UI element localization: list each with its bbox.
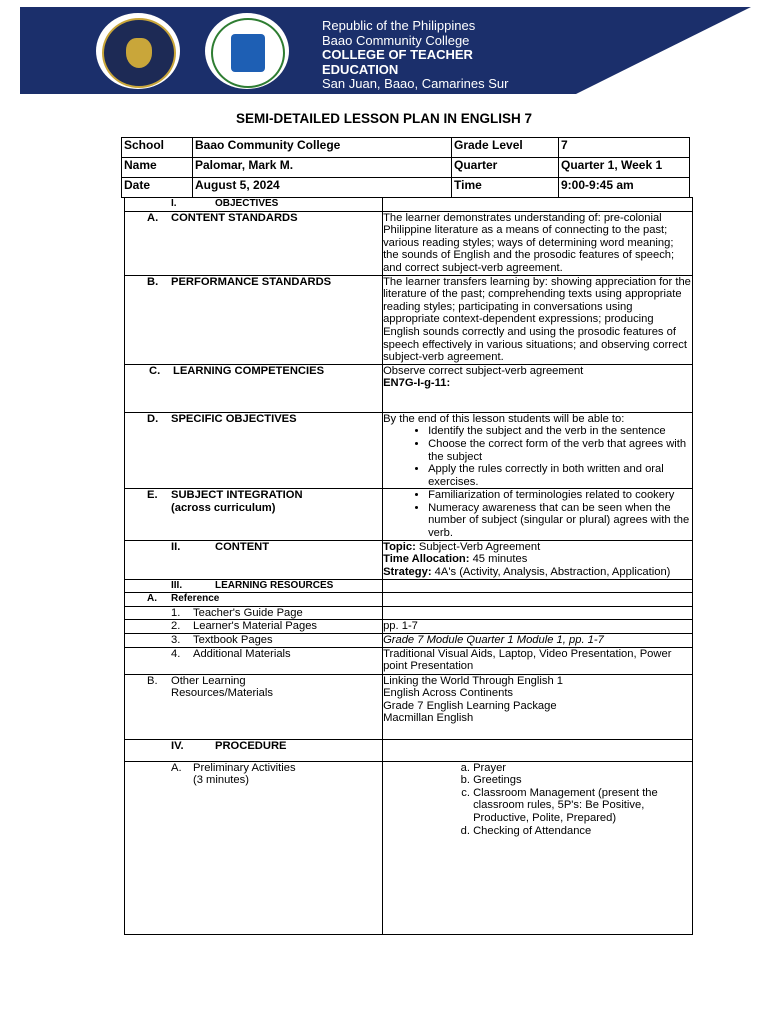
table-row (125, 412, 693, 489)
list-item: a. Prayer (473, 762, 692, 775)
section-heading: IV. PROCEDURE (125, 739, 383, 761)
table-row (125, 540, 693, 579)
section-heading: II. CONTENT (125, 540, 383, 579)
table-row (125, 674, 693, 739)
resource-item: Linking the World Through English 1 (383, 674, 564, 687)
row-label: C. LEARNING COMPETENCIES (125, 364, 383, 412)
section-row (125, 198, 693, 212)
list-item: c. Classroom Management (present the classroom rules, 5P's: Be Positive, Productive, Polite, Prepared) (473, 787, 692, 825)
table-row (125, 761, 693, 934)
college-seal-logo (96, 13, 180, 89)
row-label: A. CONTENT STANDARDS (125, 211, 383, 275)
section-row (125, 739, 693, 761)
resource-item: Grade 7 English Learning Package (383, 699, 557, 712)
competency-text: Observe correct subject-verb agreement (383, 364, 584, 377)
info-label: School (122, 138, 193, 158)
header-line-dept: COLLEGE OF TEACHER (322, 47, 473, 62)
row-content (383, 606, 693, 620)
row-content: Topic: Subject-Verb Agreement Time Allocation: 45 minutes Strategy: 4A's (Activity, Analysis, Abstraction, Application) (383, 540, 693, 579)
resource-item: Macmillan English (383, 712, 474, 725)
table-row (125, 489, 693, 540)
row-label: A. Preliminary Activities (3 minutes) (125, 761, 383, 934)
table-row (125, 211, 693, 275)
row-label: A. Reference (125, 593, 383, 607)
table-row (125, 275, 693, 364)
row-label: 3. Textbook Pages (125, 634, 383, 648)
info-row (122, 178, 690, 198)
list-item: • Familiarization of terminologies related to cookery (428, 489, 692, 502)
list-item: • Apply the rules correctly in both written and oral exercises. (428, 463, 692, 488)
list-item: • Numeracy awareness that can be seen when the number of subject (singular or plural) agrees with the verb. (428, 502, 692, 540)
row-content (383, 364, 693, 412)
table-row (125, 606, 693, 620)
row-content: Grade 7 Module Quarter 1 Module 1, pp. 1-7 (383, 634, 693, 648)
table-row (125, 364, 693, 412)
objectives-intro: By the end of this lesson students will be able to: (383, 412, 625, 425)
row-label: B. Other Learning Resources/Materials (125, 674, 383, 739)
section-row (125, 579, 693, 593)
row-content: Traditional Visual Aids, Laptop, Video Presentation, Power point Presentation (383, 647, 693, 674)
info-row (122, 138, 690, 158)
info-table (121, 137, 690, 198)
lesson-plan-table (124, 197, 693, 935)
row-label: 2. Learner's Material Pages (125, 620, 383, 634)
list-item: d. Checking of Attendance (473, 825, 692, 838)
row-content: The learner transfers learning by: showing appreciation for the literature of the past; comprehending texts using appropriate reading styles; participating in conversations using appropriate context-dependent expressions; producing English sounds correctly and using the prosodic features of speech effectively in various situations; and observing correct subject-verb agreement. (383, 275, 691, 364)
table-row (125, 593, 693, 607)
preliminary-list (383, 762, 692, 838)
info-row (122, 158, 690, 178)
header-line-address: San Juan, Baao, Camarines Sur (322, 76, 509, 91)
list-item: b. Greetings (473, 774, 692, 787)
page-title: SEMI-DETAILED LESSON PLAN IN ENGLISH 7 (235, 111, 533, 126)
info-value: Quarter 1, Week 1 (559, 158, 690, 178)
header-banner (20, 7, 751, 94)
row-label: 4. Additional Materials (125, 647, 383, 674)
section-heading: III. LEARNING RESOURCES (125, 579, 383, 593)
info-value: 9:00-9:45 am (559, 178, 690, 198)
table-row (125, 634, 693, 648)
row-label: D. SPECIFIC OBJECTIVES (125, 412, 383, 489)
row-content (383, 761, 693, 934)
info-label: Grade Level (452, 138, 559, 158)
header-line-dept2: EDUCATION (322, 61, 399, 77)
integration-list (383, 489, 692, 539)
row-content (383, 412, 693, 489)
row-content: pp. 1-7 (383, 620, 693, 634)
table-row (125, 620, 693, 634)
header-line-republic: Republic of the Philippines (322, 18, 476, 33)
objectives-list (383, 425, 692, 488)
college-of-education-logo (205, 13, 289, 89)
section-heading: I. OBJECTIVES (125, 198, 383, 212)
header-line-college: Baao Community College (322, 32, 470, 48)
resource-item: English Across Continents (383, 687, 514, 700)
info-value: 7 (559, 138, 690, 158)
competency-code: EN7G-I-g-11: (383, 377, 451, 390)
info-label: Name (122, 158, 193, 178)
list-item: • Choose the correct form of the verb that agrees with the subject (428, 438, 692, 463)
info-value: Palomar, Mark M. (193, 158, 452, 178)
info-label: Quarter (452, 158, 559, 178)
row-label: 1. Teacher's Guide Page (125, 606, 383, 620)
banner-slant (576, 7, 751, 94)
info-label: Time (452, 178, 559, 198)
info-label: Date (122, 178, 193, 198)
table-row (125, 647, 693, 674)
row-label: E. SUBJECT INTEGRATION (across curriculum) (125, 489, 383, 540)
info-value: August 5, 2024 (193, 178, 452, 198)
row-content: The learner demonstrates understanding of: pre-colonial Philippine literature as a means of connecting to the past; various reading styles; ways of determining word meaning; the sounds of English and the prosodic features of speech; and correct subject-verb agreement. (383, 211, 693, 275)
row-content (383, 674, 693, 739)
row-label: B. PERFORMANCE STANDARDS (125, 275, 383, 364)
list-item: • Identify the subject and the verb in the sentence (428, 425, 692, 438)
header-text (322, 19, 508, 92)
row-content (383, 489, 693, 540)
info-value: Baao Community College (193, 138, 452, 158)
